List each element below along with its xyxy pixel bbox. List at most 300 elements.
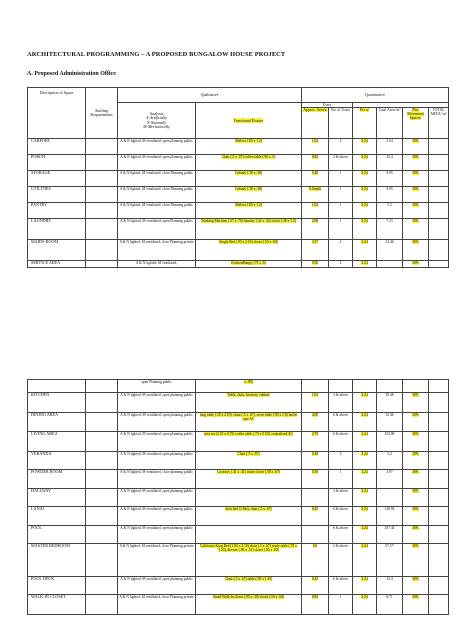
cell-fixture bbox=[196, 261, 302, 268]
cell-fixture bbox=[196, 393, 302, 413]
cell-users: 2 bbox=[329, 240, 353, 261]
cell-plus bbox=[403, 139, 429, 155]
cell-plus-value: 30% bbox=[412, 187, 419, 192]
cell-staffing bbox=[86, 380, 118, 393]
cell-space: LAUNDRY bbox=[28, 219, 86, 240]
cell-approx bbox=[302, 393, 329, 413]
cell-space: POOL bbox=[28, 526, 86, 544]
cell-per-value: 2.24 bbox=[361, 219, 368, 224]
cell-per-value: 2.24 bbox=[361, 489, 368, 493]
table-row bbox=[28, 171, 449, 187]
header-functional-label: Functional Fixture bbox=[233, 117, 264, 123]
cell-fixture-value: Table, chair, lavatory, cabinet bbox=[227, 393, 270, 397]
cell-staffing bbox=[86, 203, 118, 219]
cell-total2 bbox=[429, 432, 449, 452]
cell-plus bbox=[403, 171, 429, 187]
cell-per bbox=[353, 393, 377, 413]
cell-total2 bbox=[429, 240, 449, 261]
cell-per bbox=[353, 139, 377, 155]
header-approx bbox=[302, 108, 329, 139]
cell-analysis: A & N lighted, M ventilated, open planning public bbox=[118, 577, 196, 595]
cell-approx-value: 0.56 bbox=[311, 261, 319, 266]
cell-fixture-value: Shelves (.85 x 1.2) bbox=[234, 139, 263, 144]
programming-table-top bbox=[27, 87, 449, 268]
cell-fixture-value: California King Bed (1.80 x 2.10) chair (.5 x .67) study table (.70 x 1.20), dresser (.90 x .51) closet (.50 x .60) bbox=[200, 544, 297, 553]
table-row bbox=[28, 470, 449, 489]
cell-staffing bbox=[86, 452, 118, 470]
cell-analysis: A & N lighted, M ventilated, open planning public bbox=[118, 393, 196, 413]
cell-per-value: 2.24 bbox=[361, 171, 368, 176]
cell-approx bbox=[302, 139, 329, 155]
cell-staffing bbox=[86, 155, 118, 171]
cell-analysis: A & N lighted, M ventilated, close Planning public bbox=[118, 171, 196, 187]
cell-approx-value: 0.82 bbox=[311, 155, 319, 160]
cell-plus-value: 30% bbox=[412, 526, 419, 530]
cell-fixture bbox=[196, 240, 302, 261]
programming-table-bottom bbox=[27, 379, 449, 615]
header-users: Users bbox=[302, 103, 353, 108]
cell-per bbox=[353, 380, 377, 393]
cell-plus bbox=[403, 203, 429, 219]
cell-space: SERVICE AREA bbox=[28, 261, 86, 268]
table-row bbox=[28, 380, 449, 393]
cell-per-value: 2.24 bbox=[361, 470, 368, 474]
cell-per-value: 2.24 bbox=[361, 203, 368, 208]
cell-staffing bbox=[86, 544, 118, 577]
header-analysis-label: Analysis bbox=[149, 111, 164, 117]
cell-users: 6 & above bbox=[329, 507, 353, 526]
table-row bbox=[28, 595, 449, 615]
cell-plus bbox=[403, 155, 429, 171]
cell-per bbox=[353, 489, 377, 507]
cell-total2 bbox=[429, 219, 449, 240]
cell-approx bbox=[302, 240, 329, 261]
table-row bbox=[28, 544, 449, 577]
cell-fixture-value: Washing Machine (.67 x .70) laundry (.42 x .42) closet (.38 x 1.2) bbox=[201, 219, 296, 224]
cell-total: 39.48 bbox=[377, 393, 403, 413]
cell-per bbox=[353, 261, 377, 268]
cell-per-value: 2.24 bbox=[361, 577, 368, 581]
cell-plus-value: 30% bbox=[412, 139, 419, 144]
cell-fixture bbox=[196, 452, 302, 470]
cell-fixture bbox=[196, 526, 302, 544]
cell-staffing bbox=[86, 507, 118, 526]
cell-users: 6 & above bbox=[329, 577, 353, 595]
cell-per-value: 2.24 bbox=[361, 526, 368, 530]
table-row bbox=[28, 155, 449, 171]
cell-space: POWDER ROOM bbox=[28, 470, 86, 489]
cell-plus-value: 30% bbox=[412, 544, 419, 548]
cell-analysis: A & N lighted, M ventilated, open planning public bbox=[118, 432, 196, 452]
header-plus-label: Plus Movement Spaces/ bbox=[407, 108, 424, 121]
cell-users: 1 bbox=[329, 470, 353, 489]
cell-total: 3.97 bbox=[377, 470, 403, 489]
cell-per bbox=[353, 595, 377, 615]
header-plus bbox=[403, 108, 429, 139]
cell-staffing bbox=[86, 413, 118, 432]
cell-analysis: A & N lighted, M ventilated, close Planning public bbox=[118, 203, 196, 219]
cell-fixture-value: Chair (.5 x .67) bbox=[237, 452, 260, 456]
cell-per bbox=[353, 203, 377, 219]
cell-users: 3 bbox=[329, 452, 353, 470]
header-qualitative: Qualitative bbox=[118, 88, 302, 103]
cell-total: 5.2 bbox=[377, 452, 403, 470]
cell-users bbox=[329, 380, 353, 393]
cell-users: 3 & above bbox=[329, 393, 353, 413]
cell-plus-value: 30% bbox=[412, 489, 419, 493]
cell-plus bbox=[403, 507, 429, 526]
cell-total: 128.94 bbox=[377, 507, 403, 526]
cell-total: 7.23 bbox=[377, 219, 403, 240]
cell-total2 bbox=[429, 203, 449, 219]
header-analysis-m: M-Mechanically bbox=[143, 123, 170, 129]
cell-space: PORCH bbox=[28, 155, 86, 171]
cell-total: 9.85 bbox=[377, 171, 403, 187]
cell-per-value: 2.24 bbox=[361, 452, 368, 456]
cell-users: 2 bbox=[329, 139, 353, 155]
cell-fixture-value: Shelves (.85 x 1.2) bbox=[234, 203, 263, 208]
cell-analysis: A & N lighted, M ventilated, open planning public bbox=[118, 139, 196, 155]
cell-users: 6 & above bbox=[329, 526, 353, 544]
cell-fixture-value: Sofa bed (1.8m), chair (.5 x .67) bbox=[225, 507, 272, 511]
cell-fixture bbox=[196, 577, 302, 595]
cell-plus bbox=[403, 187, 429, 203]
cell-total: 9.85 bbox=[377, 187, 403, 203]
table-row bbox=[28, 507, 449, 526]
cell-space bbox=[28, 380, 86, 393]
cell-users: 1 bbox=[329, 187, 353, 203]
table-row bbox=[28, 187, 449, 203]
cell-approx bbox=[302, 507, 329, 526]
cell-fixture-value: sofa set (2.10 x 0.75) coffee table (.70 x 0.50), centralized AC bbox=[204, 432, 293, 436]
cell-fixture-value: Stand Walk-In closet (.90 x .40) closet (.50 x .60) bbox=[212, 595, 284, 599]
cell-plus bbox=[403, 452, 429, 470]
cell-plus-value: 30% bbox=[412, 470, 419, 474]
cell-staffing bbox=[86, 489, 118, 507]
cell-fixture bbox=[196, 544, 302, 577]
cell-approx bbox=[302, 452, 329, 470]
table-row bbox=[28, 203, 449, 219]
cell-users: 1 bbox=[329, 171, 353, 187]
cell-approx-value: 8.6 bbox=[312, 544, 318, 548]
cell-plus-value: 30% bbox=[412, 171, 419, 176]
table-row bbox=[28, 526, 449, 544]
cell-per bbox=[353, 432, 377, 452]
cell-per-value: 2.24 bbox=[361, 261, 368, 266]
cell-per-value: 2.24 bbox=[361, 393, 368, 397]
page-title: ARCHITECTURAL PROGRAMMING – A PROPOSED BUNGALOW HOUSE PROJECT bbox=[27, 51, 286, 58]
cell-approx bbox=[302, 577, 329, 595]
header-num-users: No. of Users bbox=[329, 108, 353, 139]
cell-per-value: 2.24 bbox=[361, 432, 368, 436]
cell-plus-value: 30% bbox=[412, 203, 419, 208]
table-row bbox=[28, 413, 449, 432]
section-title: A. Proposed Administration Office bbox=[27, 71, 116, 77]
cell-approx bbox=[302, 489, 329, 507]
cell-approx-value: A.Samiti bbox=[308, 187, 322, 192]
cell-plus-value: 30% bbox=[412, 432, 419, 436]
cell-plus-value: 30% bbox=[412, 595, 419, 599]
table-row bbox=[28, 261, 449, 268]
cell-analysis: A & N lighted, M ventilated, open planning public bbox=[118, 413, 196, 432]
cell-total2 bbox=[429, 393, 449, 413]
cell-per bbox=[353, 413, 377, 432]
cell-plus-value: 30% bbox=[412, 261, 419, 266]
header-total-area2: TOTAL AREA/ m² bbox=[429, 108, 449, 139]
cell-analysis: A & N lighted, M ventilated, close Planning private bbox=[118, 595, 196, 615]
cell-per bbox=[353, 187, 377, 203]
cell-analysis: open Planning public bbox=[118, 380, 196, 393]
cell-fixture-value: Chair (.5 x .67) table (.90 x 1.20) bbox=[224, 577, 273, 581]
cell-staffing bbox=[86, 240, 118, 261]
cell-per bbox=[353, 577, 377, 595]
cell-per-value: 2.24 bbox=[361, 240, 368, 245]
cell-approx-value: 0.28 bbox=[311, 452, 319, 456]
cell-approx bbox=[302, 171, 329, 187]
cell-staffing bbox=[86, 171, 118, 187]
cell-per bbox=[353, 219, 377, 240]
cell-approx-value: 2.08 bbox=[311, 219, 319, 224]
cell-analysis: A & N lighted, M ventilated, close Planning private bbox=[118, 240, 196, 261]
cell-space: LIVING AREA bbox=[28, 432, 86, 452]
cell-total: 154.88 bbox=[377, 432, 403, 452]
cell-space: KITCHEN bbox=[28, 393, 86, 413]
cell-approx-value: 4.08 bbox=[311, 413, 319, 417]
cell-plus bbox=[403, 219, 429, 240]
cell-users: 4 & above bbox=[329, 155, 353, 171]
cell-approx-value: 0.45 bbox=[311, 577, 319, 581]
cell-plus bbox=[403, 240, 429, 261]
cell-fixture-value: long table (.18 x 2.10), chair (.5 x .67), serve table (.90 x 1.8) buffet type AC bbox=[199, 413, 298, 422]
cell-analysis: A & N lighted, M ventilated, open planning public bbox=[118, 526, 196, 544]
cell-total2 bbox=[429, 452, 449, 470]
cell-plus-value: 30% bbox=[412, 219, 419, 224]
header-approx-label: Approx. Area/u bbox=[303, 108, 327, 113]
cell-plus-value: 30% bbox=[412, 507, 419, 511]
cell-approx-value: 2.79 bbox=[311, 432, 319, 436]
cell-plus bbox=[403, 595, 429, 615]
cell-fixture bbox=[196, 219, 302, 240]
cell-total: 67.57 bbox=[377, 544, 403, 577]
cell-approx bbox=[302, 595, 329, 615]
cell-per-value: 2.24 bbox=[361, 544, 368, 548]
table-row bbox=[28, 393, 449, 413]
cell-users: 6 & above bbox=[329, 432, 353, 452]
cell-space: PANTRY bbox=[28, 203, 86, 219]
cell-analysis: A & N lighted, M ventilated, open planning public bbox=[118, 452, 196, 470]
cell-plus-value: 30% bbox=[412, 577, 419, 581]
cell-total2 bbox=[429, 155, 449, 171]
cell-approx-value: 3.57 bbox=[311, 240, 319, 245]
cell-total: 14.46 bbox=[377, 240, 403, 261]
cell-space: POOL DECK bbox=[28, 577, 86, 595]
table-row bbox=[28, 452, 449, 470]
cell-per-value: 2.24 bbox=[361, 155, 368, 160]
table-row bbox=[28, 219, 449, 240]
cell-plus bbox=[403, 544, 429, 577]
cell-total2 bbox=[429, 261, 449, 268]
cell-total: 297.44 bbox=[377, 526, 403, 544]
cell-space: STORAGE bbox=[28, 171, 86, 187]
header-analysis-n: N-Naturally bbox=[146, 119, 167, 125]
cell-plus-value: 30% bbox=[412, 155, 419, 160]
header-analysis-a: A-Artificially bbox=[145, 115, 168, 121]
cell-total: 8.71 bbox=[377, 595, 403, 615]
header-per bbox=[353, 108, 377, 139]
cell-staffing bbox=[86, 219, 118, 240]
cell-fixture bbox=[196, 139, 302, 155]
header-staffing: Staffing Requirements bbox=[86, 88, 118, 139]
cell-approx bbox=[302, 219, 329, 240]
cell-plus bbox=[403, 432, 429, 452]
cell-fixture bbox=[196, 470, 302, 489]
cell-space: VERANDA bbox=[28, 452, 86, 470]
table-row bbox=[28, 240, 449, 261]
cell-fixture bbox=[196, 595, 302, 615]
cell-total: 5.64 bbox=[377, 139, 403, 155]
table-row bbox=[28, 577, 449, 595]
cell-fixture-value: Cabinet (.38 x .38) bbox=[234, 171, 263, 176]
header-analysis bbox=[118, 103, 196, 139]
cell-users: 1 bbox=[329, 219, 353, 240]
cell-analysis: A & N lighted, M ventilated, open planning public bbox=[118, 155, 196, 171]
cell-analysis: A & N lighted, M ventilated, open planning public bbox=[118, 489, 196, 507]
header-per-label: Per u² bbox=[359, 108, 370, 113]
header-functional bbox=[196, 103, 302, 139]
cell-total2 bbox=[429, 544, 449, 577]
cell-approx-value: 0.59 bbox=[311, 470, 319, 474]
cell-approx-value: 1.02 bbox=[311, 139, 319, 144]
cell-approx bbox=[302, 203, 329, 219]
cell-approx bbox=[302, 470, 329, 489]
cell-analysis: A & N lighted, M ventilated, bbox=[118, 261, 196, 268]
cell-fixture-value: Chair (.5 x .67) coffee table (.90 x .5) bbox=[221, 155, 276, 160]
cell-plus-value: 30% bbox=[412, 413, 419, 417]
cell-staffing bbox=[86, 595, 118, 615]
cell-plus-value: 30% bbox=[412, 452, 419, 456]
cell-users: 1 bbox=[329, 203, 353, 219]
cell-plus bbox=[403, 380, 429, 393]
cell-space: HALLWAY bbox=[28, 489, 86, 507]
cell-plus bbox=[403, 526, 429, 544]
cell-approx-value: 0.48 bbox=[311, 171, 319, 176]
cell-space: DINING AREA bbox=[28, 413, 86, 432]
cell-per bbox=[353, 155, 377, 171]
cell-plus bbox=[403, 413, 429, 432]
cell-per bbox=[353, 507, 377, 526]
cell-plus bbox=[403, 470, 429, 489]
cell-plus-value: 30% bbox=[412, 393, 419, 397]
cell-total bbox=[377, 380, 403, 393]
cell-staffing bbox=[86, 261, 118, 268]
cell-approx bbox=[302, 413, 329, 432]
cell-staffing bbox=[86, 139, 118, 155]
cell-per bbox=[353, 526, 377, 544]
cell-total: 52.46 bbox=[377, 413, 403, 432]
cell-space: MAIDS ROOM bbox=[28, 240, 86, 261]
cell-approx bbox=[302, 261, 329, 268]
cell-total bbox=[377, 489, 403, 507]
cell-per bbox=[353, 240, 377, 261]
cell-total: 23.4 bbox=[377, 155, 403, 171]
cell-approx bbox=[302, 380, 329, 393]
cell-fixture bbox=[196, 203, 302, 219]
cell-users: 2 & above bbox=[329, 544, 353, 577]
cell-total2 bbox=[429, 470, 449, 489]
cell-space: UTILITIES bbox=[28, 187, 86, 203]
cell-fixture bbox=[196, 489, 302, 507]
cell-analysis: A & N lighted, M ventilated, close Planning public bbox=[118, 187, 196, 203]
cell-total2 bbox=[429, 526, 449, 544]
cell-users: 3 & above bbox=[329, 489, 353, 507]
cell-plus-value: 30% bbox=[412, 240, 419, 245]
cell-approx bbox=[302, 544, 329, 577]
header-quantitative: Quantitative bbox=[302, 88, 449, 103]
cell-approx bbox=[302, 187, 329, 203]
cell-total2 bbox=[429, 187, 449, 203]
cell-staffing bbox=[86, 526, 118, 544]
cell-analysis: A & N lighted, M ventilated, open planning public bbox=[118, 507, 196, 526]
cell-fixture-value: Lavatory (.41 x .41) water closet (.38 x .67) bbox=[217, 470, 280, 474]
cell-total2 bbox=[429, 577, 449, 595]
cell-fixture bbox=[196, 171, 302, 187]
cell-staffing bbox=[86, 577, 118, 595]
cell-fixture bbox=[196, 507, 302, 526]
cell-total: 23.4 bbox=[377, 577, 403, 595]
cell-total2 bbox=[429, 489, 449, 507]
cell-approx-value: 1.02 bbox=[311, 203, 319, 208]
cell-staffing bbox=[86, 393, 118, 413]
table-row bbox=[28, 432, 449, 452]
header-space: Description of Space bbox=[28, 88, 86, 139]
cell-fixture bbox=[196, 432, 302, 452]
cell-space: MASTER BEDROOM bbox=[28, 544, 86, 577]
cell-total2 bbox=[429, 139, 449, 155]
cell-fixture bbox=[196, 380, 302, 393]
cell-users: 1 bbox=[329, 595, 353, 615]
cell-per bbox=[353, 452, 377, 470]
cell-space: WALK-IN CLOSET bbox=[28, 595, 86, 615]
cell-approx bbox=[302, 432, 329, 452]
table-row bbox=[28, 489, 449, 507]
cell-analysis: A & N lighted, M ventilated, close planning public bbox=[118, 470, 196, 489]
cell-approx bbox=[302, 155, 329, 171]
cell-plus bbox=[403, 577, 429, 595]
cell-per bbox=[353, 544, 377, 577]
cell-total2 bbox=[429, 595, 449, 615]
cell-users: 2 bbox=[329, 261, 353, 268]
cell-per bbox=[353, 470, 377, 489]
cell-total2 bbox=[429, 413, 449, 432]
cell-approx-value: 1.03 bbox=[311, 393, 319, 397]
cell-total2 bbox=[429, 507, 449, 526]
cell-total: 5.2 bbox=[377, 203, 403, 219]
cell-per-value: 2.24 bbox=[361, 507, 368, 511]
cell-staffing bbox=[86, 187, 118, 203]
cell-per-value: 2.24 bbox=[361, 413, 368, 417]
cell-approx-value: 0.83 bbox=[311, 595, 319, 599]
cell-per-value: 2.24 bbox=[361, 595, 368, 599]
cell-plus bbox=[403, 489, 429, 507]
cell-plus bbox=[403, 393, 429, 413]
cell-fixture-value: KitchenRange (.75 x .6) bbox=[231, 261, 266, 266]
cell-per-value: 2.24 bbox=[361, 187, 368, 192]
cell-total2 bbox=[429, 380, 449, 393]
cell-staffing bbox=[86, 470, 118, 489]
cell-approx bbox=[302, 526, 329, 544]
cell-space: LANAI bbox=[28, 507, 86, 526]
cell-fixture bbox=[196, 187, 302, 203]
